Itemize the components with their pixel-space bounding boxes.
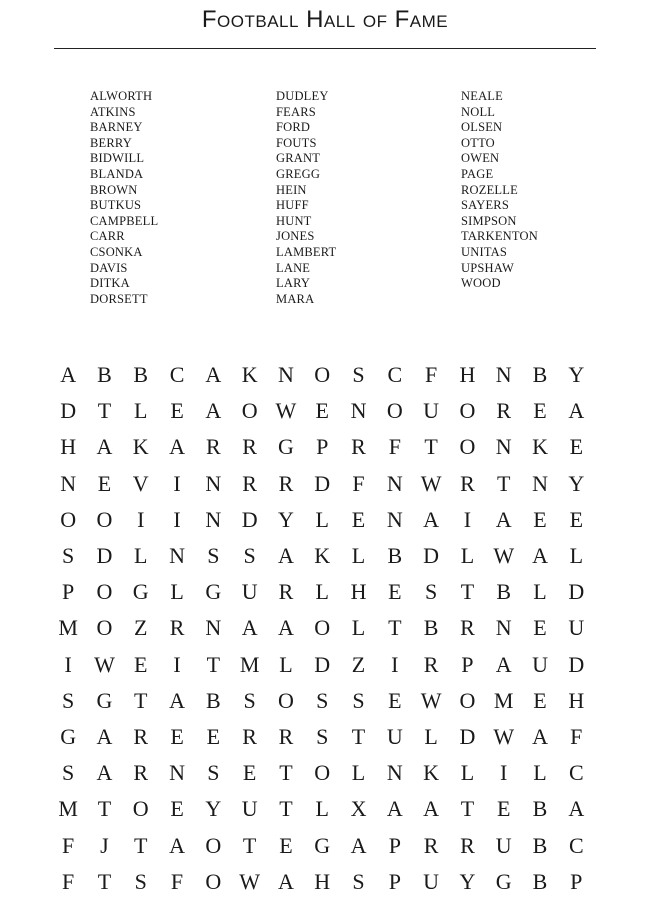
grid-letter[interactable]: E — [569, 506, 584, 532]
grid-letter[interactable]: A — [169, 687, 185, 713]
grid-letter[interactable]: I — [173, 506, 181, 532]
grid-letter[interactable]: O — [459, 398, 476, 424]
grid-letter[interactable]: M — [239, 651, 260, 677]
grid-letter[interactable]: O — [277, 687, 294, 713]
grid-letter[interactable]: O — [314, 615, 331, 641]
grid-letter[interactable]: S — [352, 362, 365, 388]
word-list-item: CARR — [90, 229, 125, 244]
grid-letter[interactable]: W — [94, 651, 115, 677]
grid-letter[interactable]: A — [169, 434, 185, 460]
word-list-item: BUTKUS — [90, 198, 142, 213]
grid-letter[interactable]: W — [275, 398, 297, 424]
grid-letter[interactable]: I — [137, 506, 145, 532]
grid-letter[interactable]: U — [532, 651, 548, 677]
grid-letter[interactable]: R — [205, 434, 221, 460]
grid-letter[interactable]: O — [205, 868, 222, 894]
grid-letter[interactable]: T — [388, 615, 402, 641]
grid-letter[interactable]: L — [351, 615, 366, 641]
grid-letter[interactable]: P — [316, 434, 329, 460]
grid-letter[interactable]: M — [58, 796, 78, 822]
grid-letter[interactable]: D — [96, 543, 113, 569]
grid-letter[interactable]: I — [463, 506, 472, 532]
word-list-item: LANE — [276, 260, 311, 275]
grid-letter[interactable]: Z — [351, 651, 366, 677]
word-list-item: ROZELLE — [461, 182, 518, 197]
grid-letter[interactable]: B — [532, 796, 548, 822]
grid-letter[interactable]: W — [420, 687, 442, 713]
grid-letter[interactable]: E — [533, 506, 547, 532]
word-list-item: SAYERS — [461, 198, 509, 213]
grid-letter[interactable]: H — [459, 362, 476, 388]
grid-letter[interactable]: H — [568, 687, 585, 713]
grid-letter[interactable]: R — [242, 470, 257, 496]
grid-letter[interactable]: C — [568, 760, 584, 786]
grid-letter[interactable]: R — [460, 832, 475, 858]
grid-letter[interactable]: Y — [205, 796, 222, 822]
grid-letter[interactable]: B — [423, 615, 439, 641]
word-list-item: GREGG — [276, 166, 321, 181]
grid-letter[interactable]: S — [352, 868, 365, 894]
grid-letter[interactable]: U — [423, 398, 440, 424]
word-list-item: FEARS — [276, 104, 316, 119]
grid-letter[interactable]: M — [58, 615, 78, 641]
word-list-item: DUDLEY — [276, 89, 329, 103]
grid-letter[interactable]: L — [533, 579, 547, 605]
grid-letter[interactable]: Y — [277, 506, 294, 532]
grid-letter[interactable]: R — [496, 398, 512, 424]
word-list-item: JONES — [276, 229, 315, 244]
grid-letter[interactable]: W — [493, 723, 515, 749]
grid-letter[interactable]: S — [243, 543, 256, 569]
grid-letter[interactable]: A — [241, 615, 258, 641]
grid-letter[interactable]: O — [459, 687, 476, 713]
grid-letter[interactable]: E — [351, 506, 366, 532]
grid-letter[interactable]: N — [386, 506, 403, 532]
grid-letter[interactable]: K — [241, 362, 258, 388]
grid-letter[interactable]: C — [568, 832, 584, 858]
grid-letter[interactable]: L — [134, 398, 148, 424]
grid-letter[interactable]: K — [314, 543, 331, 569]
word-column-2 — [276, 89, 336, 307]
word-list-item: TARKENTON — [461, 229, 538, 244]
grid-letter[interactable]: G — [495, 868, 512, 894]
word-list-item: BLANDA — [90, 166, 144, 181]
grid-letter[interactable]: D — [423, 543, 440, 569]
grid-letter[interactable]: N — [495, 362, 512, 388]
grid-letter[interactable]: B — [532, 362, 548, 388]
grid-letter[interactable]: O — [96, 506, 113, 532]
grid-letter[interactable]: A — [386, 796, 403, 822]
grid-letter[interactable]: F — [570, 723, 583, 749]
grid-letter[interactable]: R — [242, 434, 257, 460]
word-list-item: GRANT — [276, 151, 321, 166]
word-list-item: DAVIS — [90, 260, 128, 275]
grid-letter[interactable]: R — [278, 470, 294, 496]
word-list-item: BARNEY — [90, 120, 143, 135]
grid-letter[interactable]: D — [60, 398, 77, 424]
grid-letter[interactable]: P — [388, 832, 401, 858]
grid-letter[interactable]: F — [62, 868, 75, 894]
word-list-item: DITKA — [90, 276, 130, 291]
word-list-item: ATKINS — [90, 104, 136, 119]
grid-letter[interactable]: C — [387, 362, 403, 388]
grid-letter[interactable]: S — [424, 579, 438, 605]
grid-letter[interactable]: B — [532, 868, 548, 894]
grid-letter[interactable]: L — [170, 579, 184, 605]
grid-letter[interactable]: E — [206, 723, 221, 749]
grid-letter[interactable]: S — [134, 868, 147, 894]
word-list-item: SIMPSON — [461, 213, 517, 228]
word-list-item: BERRY — [90, 135, 132, 150]
grid-letter[interactable]: Z — [134, 615, 148, 641]
word-list-item: FOUTS — [276, 135, 317, 150]
grid-letter[interactable]: E — [242, 760, 257, 786]
grid-letter[interactable]: W — [493, 543, 515, 569]
grid-letter[interactable]: O — [241, 398, 258, 424]
word-list-item: NEALE — [461, 89, 503, 103]
grid-letter[interactable]: X — [350, 796, 367, 822]
grid-letter[interactable]: O — [205, 832, 222, 858]
grid-letter[interactable]: L — [315, 579, 329, 605]
grid-letter[interactable]: L — [460, 760, 475, 786]
grid-letter[interactable]: N — [495, 434, 512, 460]
grid-letter[interactable]: M — [493, 687, 514, 713]
grid-letter[interactable]: S — [62, 687, 75, 713]
grid-letter[interactable]: S — [243, 687, 256, 713]
puzzle-title: Football Hall of Fame — [201, 6, 449, 33]
grid-letter[interactable]: O — [60, 506, 77, 532]
grid-letter[interactable]: E — [170, 398, 184, 424]
grid-letter[interactable]: A — [96, 723, 113, 749]
grid-letter[interactable]: L — [134, 543, 148, 569]
word-list-item: LARY — [276, 276, 311, 291]
grid-letter[interactable]: L — [315, 796, 329, 822]
grid-letter[interactable]: H — [314, 868, 331, 894]
grid-letter[interactable]: T — [460, 579, 475, 605]
grid-letter[interactable]: S — [352, 687, 365, 713]
grid-letter[interactable]: R — [423, 832, 439, 858]
word-list-item: CAMPBELL — [90, 213, 159, 228]
grid-letter[interactable]: A — [568, 796, 585, 822]
grid-letter[interactable]: S — [316, 687, 329, 713]
grid-letter[interactable]: J — [100, 832, 109, 858]
grid-letter[interactable]: O — [314, 760, 331, 786]
grid-letter[interactable]: P — [388, 868, 401, 894]
grid-letter[interactable]: I — [64, 651, 72, 677]
grid-letter[interactable]: O — [314, 362, 331, 388]
grid-letter[interactable]: S — [207, 543, 220, 569]
grid-letter[interactable]: U — [241, 796, 258, 822]
grid-letter[interactable]: P — [461, 651, 474, 677]
grid-letter[interactable]: T — [134, 687, 148, 713]
word-list-item: OLSEN — [461, 120, 503, 135]
word-list-item: BROWN — [90, 182, 138, 197]
grid-letter[interactable]: A — [169, 832, 185, 858]
grid-letter[interactable]: O — [96, 615, 113, 641]
word-list-item: UNITAS — [461, 244, 508, 259]
grid-letter[interactable]: A — [96, 434, 113, 460]
grid-letter[interactable]: F — [388, 434, 401, 460]
grid-letter[interactable]: K — [423, 760, 440, 786]
grid-letter[interactable]: T — [460, 796, 475, 822]
grid-letter[interactable]: N — [60, 470, 77, 496]
grid-letter[interactable]: L — [351, 543, 366, 569]
grid-letter[interactable]: O — [459, 434, 476, 460]
grid-letter[interactable]: P — [570, 868, 583, 894]
grid-letter[interactable]: K — [132, 434, 149, 460]
grid-letter[interactable]: W — [239, 868, 261, 894]
grid-letter[interactable]: R — [460, 615, 475, 641]
word-list-item: LAMBERT — [276, 244, 337, 259]
grid-letter[interactable]: U — [241, 579, 258, 605]
word-list-item: WOOD — [461, 276, 501, 291]
grid-letter[interactable]: F — [352, 470, 365, 496]
grid-letter[interactable]: N — [386, 760, 403, 786]
grid-letter[interactable]: N — [205, 506, 222, 532]
grid-letter[interactable]: D — [568, 651, 585, 677]
grid-letter[interactable]: R — [242, 723, 257, 749]
grid-letter[interactable]: G — [96, 687, 113, 713]
grid-letter[interactable]: V — [132, 470, 149, 496]
grid-letter[interactable]: F — [424, 362, 438, 388]
word-list-item: MARA — [276, 291, 315, 306]
grid-letter[interactable]: E — [170, 723, 184, 749]
grid-letter[interactable]: R — [133, 760, 149, 786]
grid-letter[interactable]: A — [568, 398, 585, 424]
word-list-item: HUNT — [276, 213, 312, 228]
grid-letter[interactable]: N — [386, 470, 403, 496]
grid-letter[interactable]: E — [388, 687, 402, 713]
grid-letter[interactable]: E — [170, 796, 184, 822]
grid-letter[interactable]: I — [391, 651, 399, 677]
grid-letter[interactable]: N — [169, 760, 185, 786]
grid-letter[interactable]: N — [495, 615, 512, 641]
grid-letter[interactable]: O — [386, 398, 403, 424]
grid-letter[interactable]: N — [277, 362, 294, 388]
word-list-item: OWEN — [461, 151, 500, 166]
grid-letter[interactable]: R — [351, 434, 366, 460]
grid-letter[interactable]: L — [424, 723, 438, 749]
grid-letter[interactable]: A — [205, 398, 222, 424]
grid-letter[interactable]: A — [495, 651, 512, 677]
word-list-item: FORD — [276, 120, 311, 135]
grid-letter[interactable]: F — [170, 868, 184, 894]
grid-letter[interactable]: T — [351, 723, 366, 749]
word-list-item: UPSHAW — [461, 260, 514, 275]
grid-letter[interactable]: N — [205, 615, 222, 641]
letter-grid — [50, 357, 594, 900]
grid-letter[interactable]: T — [206, 651, 221, 677]
grid-letter[interactable]: E — [97, 470, 112, 496]
grid-letter[interactable]: B — [496, 579, 512, 605]
grid-letter[interactable]: S — [62, 543, 75, 569]
word-list-item: CSONKA — [90, 244, 143, 259]
word-list-item: NOLL — [461, 104, 496, 119]
grid-letter[interactable]: D — [314, 470, 331, 496]
grid-letter[interactable]: N — [532, 470, 548, 496]
grid-letter[interactable]: E — [569, 434, 584, 460]
grid-letter[interactable]: O — [96, 579, 113, 605]
grid-letter[interactable]: E — [533, 615, 547, 641]
grid-letter[interactable]: B — [205, 687, 221, 713]
grid-letter[interactable]: E — [134, 651, 148, 677]
grid-letter[interactable]: P — [62, 579, 75, 605]
word-list-item: HUFF — [276, 198, 309, 213]
grid-letter[interactable]: A — [495, 506, 512, 532]
grid-letter[interactable]: S — [207, 760, 220, 786]
grid-letter[interactable]: U — [495, 832, 512, 858]
grid-letter[interactable]: L — [351, 760, 366, 786]
title-divider — [54, 48, 596, 49]
grid-letter[interactable]: E — [388, 579, 402, 605]
grid-letter[interactable]: G — [132, 579, 149, 605]
grid-letter[interactable]: S — [62, 760, 75, 786]
grid-letter[interactable]: G — [314, 832, 331, 858]
grid-letter[interactable]: N — [169, 543, 185, 569]
grid-letter[interactable]: R — [278, 579, 294, 605]
grid-letter[interactable]: L — [279, 651, 293, 677]
grid-letter[interactable]: A — [60, 362, 77, 388]
grid-letter[interactable]: A — [532, 543, 548, 569]
grid-letter[interactable]: T — [242, 832, 257, 858]
grid-letter[interactable]: I — [173, 651, 181, 677]
grid-letter[interactable]: B — [387, 543, 403, 569]
grid-letter[interactable]: O — [132, 796, 149, 822]
grid-letter[interactable]: K — [532, 434, 548, 460]
grid-letter[interactable]: F — [62, 832, 75, 858]
grid-letter[interactable]: A — [277, 543, 294, 569]
grid-letter[interactable]: G — [205, 579, 222, 605]
grid-letter[interactable]: A — [96, 760, 113, 786]
grid-letter[interactable]: I — [173, 470, 181, 496]
word-list-item: DORSETT — [90, 291, 148, 306]
grid-letter[interactable]: A — [532, 723, 548, 749]
grid-letter[interactable]: H — [350, 579, 367, 605]
grid-letter[interactable]: L — [315, 506, 329, 532]
grid-letter[interactable]: T — [134, 832, 148, 858]
grid-letter[interactable]: A — [277, 615, 294, 641]
grid-letter[interactable]: R — [278, 723, 294, 749]
grid-letter[interactable]: Y — [568, 362, 585, 388]
word-list-item: ALWORTH — [90, 89, 153, 103]
grid-letter[interactable]: T — [97, 868, 112, 894]
grid-letter[interactable]: N — [350, 398, 367, 424]
grid-letter[interactable]: G — [277, 434, 294, 460]
grid-letter[interactable]: Y — [459, 868, 476, 894]
grid-letter[interactable]: D — [241, 506, 258, 532]
grid-letter[interactable]: N — [205, 470, 222, 496]
grid-letter[interactable]: A — [423, 796, 440, 822]
grid-letter[interactable]: L — [569, 543, 584, 569]
grid-letter[interactable]: E — [496, 796, 511, 822]
grid-letter[interactable]: E — [533, 687, 547, 713]
grid-letter[interactable]: D — [459, 723, 476, 749]
word-list-item: OTTO — [461, 135, 495, 150]
grid-letter[interactable]: R — [460, 470, 475, 496]
word-column-1 — [90, 89, 158, 307]
grid-letter[interactable]: Y — [568, 470, 585, 496]
grid-letter[interactable]: I — [500, 760, 508, 786]
grid-letter[interactable]: T — [279, 760, 293, 786]
grid-letter[interactable]: T — [279, 796, 293, 822]
grid-letter[interactable]: U — [423, 868, 440, 894]
grid-letter[interactable]: B — [97, 362, 112, 388]
grid-letter[interactable]: A — [350, 832, 367, 858]
grid-letter[interactable]: C — [169, 362, 185, 388]
grid-letter[interactable]: H — [60, 434, 77, 460]
grid-letter[interactable]: U — [386, 723, 403, 749]
grid-letter[interactable]: D — [568, 579, 585, 605]
grid-letter[interactable]: T — [424, 434, 438, 460]
word-list-item: BIDWILL — [90, 151, 145, 166]
grid-letter[interactable]: L — [533, 760, 547, 786]
grid-letter[interactable]: W — [420, 470, 442, 496]
grid-letter[interactable]: A — [423, 506, 440, 532]
word-column-3 — [461, 89, 538, 292]
grid-letter[interactable]: A — [205, 362, 222, 388]
grid-letter[interactable]: R — [169, 615, 185, 641]
grid-letter[interactable]: B — [532, 832, 548, 858]
grid-letter[interactable]: E — [533, 398, 547, 424]
word-list-item: HEIN — [276, 182, 307, 197]
grid-letter[interactable]: A — [277, 868, 294, 894]
grid-letter[interactable]: D — [314, 651, 331, 677]
grid-letter[interactable]: T — [97, 796, 112, 822]
grid-letter[interactable]: E — [315, 398, 329, 424]
grid-letter[interactable]: T — [496, 470, 511, 496]
grid-letter[interactable]: T — [97, 398, 112, 424]
grid-letter[interactable]: G — [60, 723, 77, 749]
grid-letter[interactable]: E — [279, 832, 293, 858]
grid-letter[interactable]: S — [316, 723, 329, 749]
word-list-item: PAGE — [461, 166, 494, 181]
grid-letter[interactable]: B — [133, 362, 149, 388]
grid-letter[interactable]: R — [133, 723, 149, 749]
grid-letter[interactable]: U — [568, 615, 585, 641]
grid-letter[interactable]: R — [423, 651, 439, 677]
grid-letter[interactable]: L — [460, 543, 475, 569]
